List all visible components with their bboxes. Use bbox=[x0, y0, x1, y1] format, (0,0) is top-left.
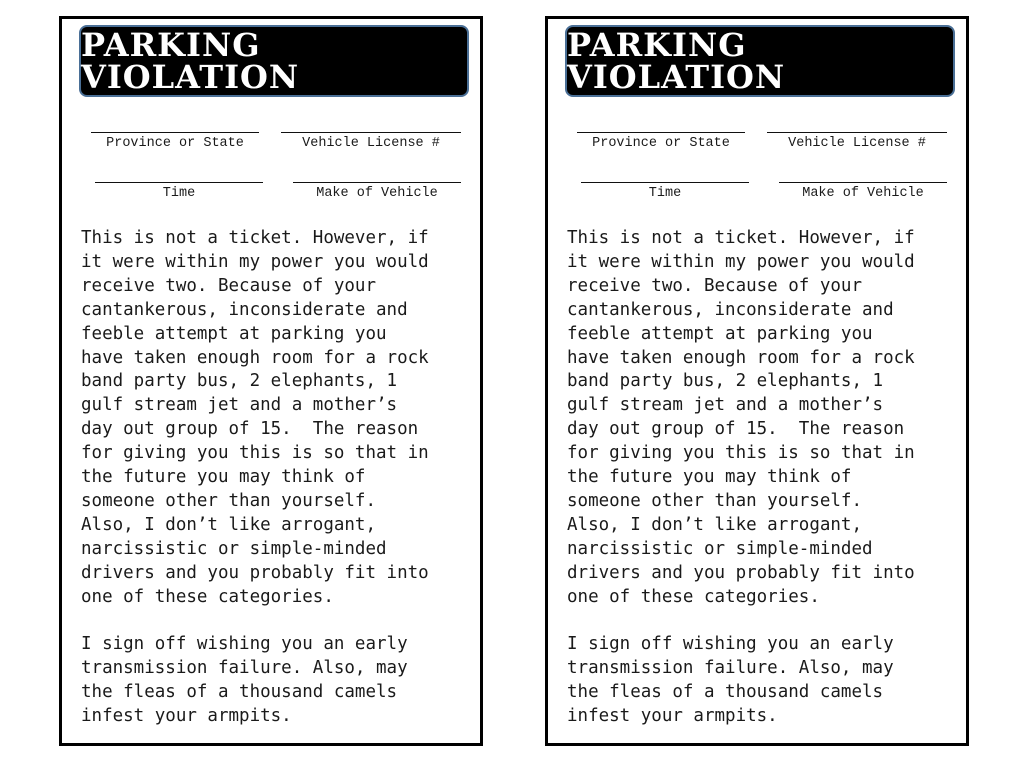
make-blank-line bbox=[779, 182, 947, 183]
make-field bbox=[293, 182, 461, 202]
license-field bbox=[767, 132, 947, 152]
make-label: Make of Vehicle bbox=[316, 186, 438, 201]
license-field bbox=[281, 132, 461, 152]
make-label: Make of Vehicle bbox=[802, 186, 924, 201]
parking-violation-card-left bbox=[59, 16, 483, 746]
parking-violation-card-right bbox=[545, 16, 969, 746]
time-field bbox=[95, 182, 263, 202]
province-field bbox=[577, 132, 745, 152]
time-blank-line bbox=[95, 182, 263, 183]
card-title: PARKING VIOLATION bbox=[81, 26, 300, 96]
violation-message: This is not a ticket. However, if it were within my power you would receive two. Because of your cantankerous, inconsiderate and feeble attempt at parking you have taken enough room for a rock band party bus, 2 elephants, 1 gulf stream jet and a mother’s day out group of 15. The reason for giving you this is so that in the future you may think of someone other than yourself. Also, I don’t like arrogant, narcissistic or simple-minded drivers and you probably fit into one of these categories. I sign off wishing you an early transmission failure. Also, may the fleas of a thousand camels infest your armpits. bbox=[81, 228, 429, 727]
province-blank-line bbox=[91, 132, 259, 133]
time-label: Time bbox=[648, 186, 682, 201]
province-field bbox=[91, 132, 259, 152]
time-label: Time bbox=[162, 186, 196, 201]
license-blank-line bbox=[281, 132, 461, 133]
title-banner bbox=[565, 25, 955, 97]
time-blank-line bbox=[581, 182, 749, 183]
province-label: Province or State bbox=[592, 136, 730, 151]
province-blank-line bbox=[577, 132, 745, 133]
make-field bbox=[779, 182, 947, 202]
title-banner bbox=[79, 25, 469, 97]
license-label: Vehicle License # bbox=[788, 136, 926, 151]
time-field bbox=[581, 182, 749, 202]
violation-message: This is not a ticket. However, if it were within my power you would receive two. Because of your cantankerous, inconsiderate and feeble attempt at parking you have taken enough room for a rock band party bus, 2 elephants, 1 gulf stream jet and a mother’s day out group of 15. The reason for giving you this is so that in the future you may think of someone other than yourself. Also, I don’t like arrogant, narcissistic or simple-minded drivers and you probably fit into one of these categories. I sign off wishing you an early transmission failure. Also, may the fleas of a thousand camels infest your armpits. bbox=[567, 228, 915, 727]
license-blank-line bbox=[767, 132, 947, 133]
license-label: Vehicle License # bbox=[302, 136, 440, 151]
make-blank-line bbox=[293, 182, 461, 183]
province-label: Province or State bbox=[106, 136, 244, 151]
card-title: PARKING VIOLATION bbox=[567, 26, 786, 96]
